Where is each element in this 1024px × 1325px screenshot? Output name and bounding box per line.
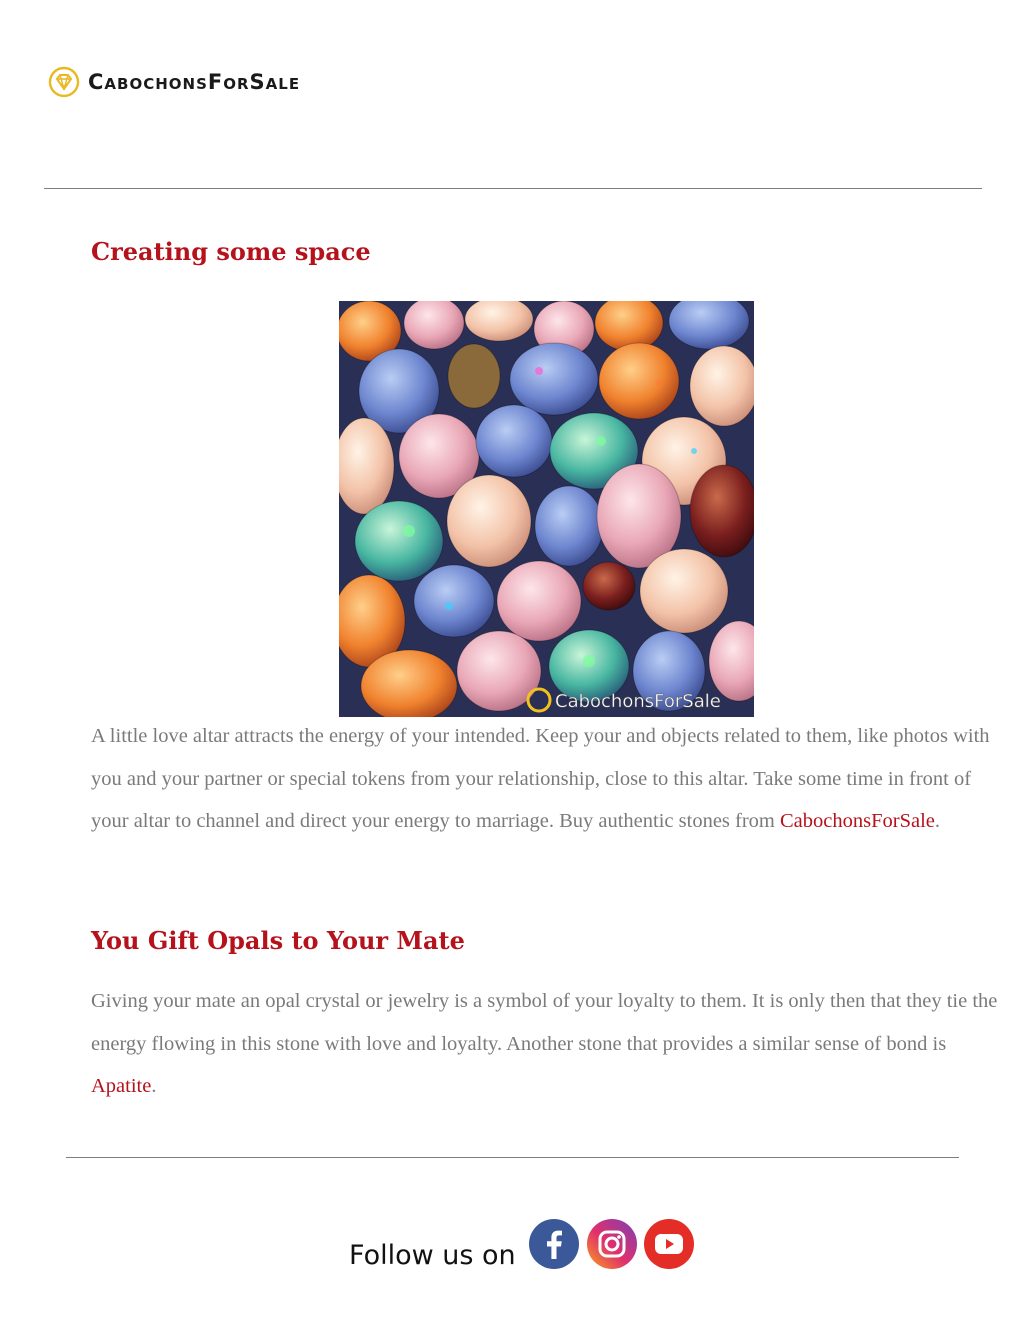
brand-name: CabochonsForSale [88, 70, 301, 94]
apatite-link[interactable]: Apatite [91, 1075, 152, 1097]
svg-text:CabochonsForSale: CabochonsForSale [555, 691, 721, 712]
paragraph-1-end: . [934, 810, 940, 832]
facebook-icon [528, 1218, 580, 1270]
opal-cabochons-photo [339, 301, 754, 717]
brand-logo-link[interactable] [48, 66, 300, 98]
cabochonsforsale-link[interactable]: CabochonsForSale [780, 810, 935, 832]
paragraph-gift-opals [91, 980, 1006, 1108]
section-heading-creating-space: Creating some space [91, 237, 371, 266]
follow-us-label: Follow us on [349, 1240, 516, 1271]
instagram-icon [586, 1218, 638, 1270]
image-watermark [528, 689, 721, 712]
paragraph-love-altar [91, 715, 1006, 843]
top-divider [44, 188, 982, 189]
paragraph-1-text: A little love altar attracts the energy of your intended. Keep your and objects related to them, like photos with you and your partner or special tokens from your relationship, close to this altar. Take some time in front of your altar to channel and direct your energy to marriage. Buy authentic stones from [91, 725, 990, 832]
youtube-link[interactable] [643, 1218, 695, 1270]
bottom-divider [66, 1157, 959, 1158]
instagram-link[interactable] [586, 1218, 638, 1270]
facebook-link[interactable] [528, 1218, 580, 1270]
youtube-icon [643, 1218, 695, 1270]
section-heading-gift-opals: You Gift Opals to Your Mate [91, 926, 465, 955]
diamond-logo-icon [48, 66, 80, 98]
paragraph-2-text: Giving your mate an opal crystal or jewelry is a symbol of your loyalty to them. It is only then that they tie the energy flowing in this stone with love and loyalty. Another stone that provides a similar sense of bond is [91, 990, 998, 1055]
paragraph-2-end: . [151, 1075, 157, 1097]
